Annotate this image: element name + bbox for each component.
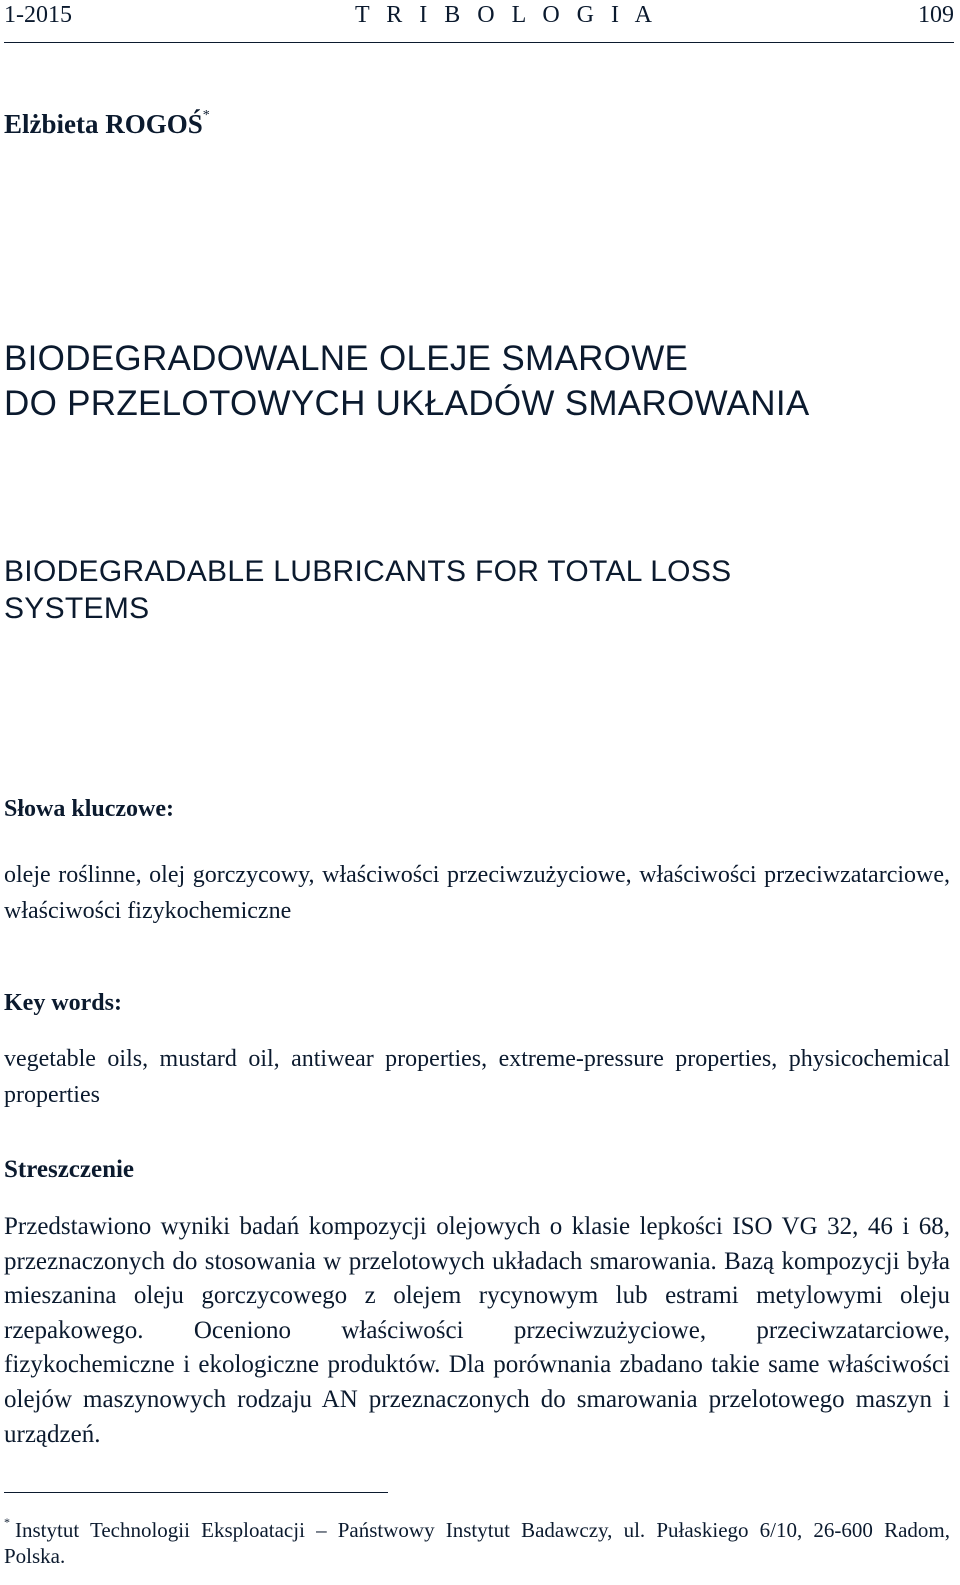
- title-polish-line-2: DO PRZELOTOWYCH UKŁADÓW SMAROWANIA: [4, 384, 810, 423]
- page-number: 109: [918, 2, 954, 28]
- keywords-en-heading: Key words:: [4, 990, 122, 1016]
- header-rule: [4, 42, 954, 43]
- keywords-pl-text: oleje roślinne, olej gorczycowy, właściwości przeciwzużyciowe, właściwości przeciwzatarciowe, właściwości fizykochemiczne: [4, 862, 950, 924]
- title-english-line-1: BIODEGRADABLE LUBRICANTS FOR TOTAL LOSS: [4, 555, 732, 588]
- title-polish-line-1: BIODEGRADOWALNE OLEJE SMAROWE: [4, 339, 689, 378]
- title-polish: [4, 336, 810, 426]
- author-name: Elżbieta ROGOŚ: [4, 109, 203, 139]
- author: [4, 108, 210, 140]
- title-english: [4, 553, 731, 627]
- author-footnote-marker: *: [202, 108, 210, 123]
- footnote: [4, 1509, 950, 1569]
- title-english-line-2: SYSTEMS: [4, 592, 150, 625]
- abstract-text: Przedstawiono wyniki badań kompozycji olejowych o klasie lepkości ISO VG 32, 46 i 68, przeznaczonych do stosowania w przelotowych układach smarowania. Bazą kompozycji była mieszanina oleju gorczycowego z olejem rycynowym lub estrami metylowymi oleju rzepakowego. Oceniono właściwości przeciwzużyciowe, przeciwzatarciowe, fizykochemiczne i ekologiczne produktów. Dla porównania zbadano takie same właściwości olejów maszynowych rodzaju AN przeznaczonych do smarowania przelotowego maszyn i urządzeń.: [4, 1213, 950, 1448]
- issue-number: 1-2015: [4, 2, 72, 28]
- keywords-pl-heading: Słowa kluczowe:: [4, 796, 174, 822]
- keywords-en-text: vegetable oils, mustard oil, antiwear properties, extreme-pressure properties, physicochemical properties: [4, 1046, 950, 1108]
- abstract-heading: Streszczenie: [4, 1156, 135, 1183]
- footnote-rule: [4, 1492, 388, 1493]
- footnote-text: Instytut Technologii Eksploatacji – Państwowy Instytut Badawczy, ul. Pułaskiego 6/10, 26-600 Radom, Polska.: [4, 1518, 950, 1568]
- journal-name: T R I B O L O G I A: [355, 2, 658, 28]
- footnote-marker: *: [4, 1515, 10, 1529]
